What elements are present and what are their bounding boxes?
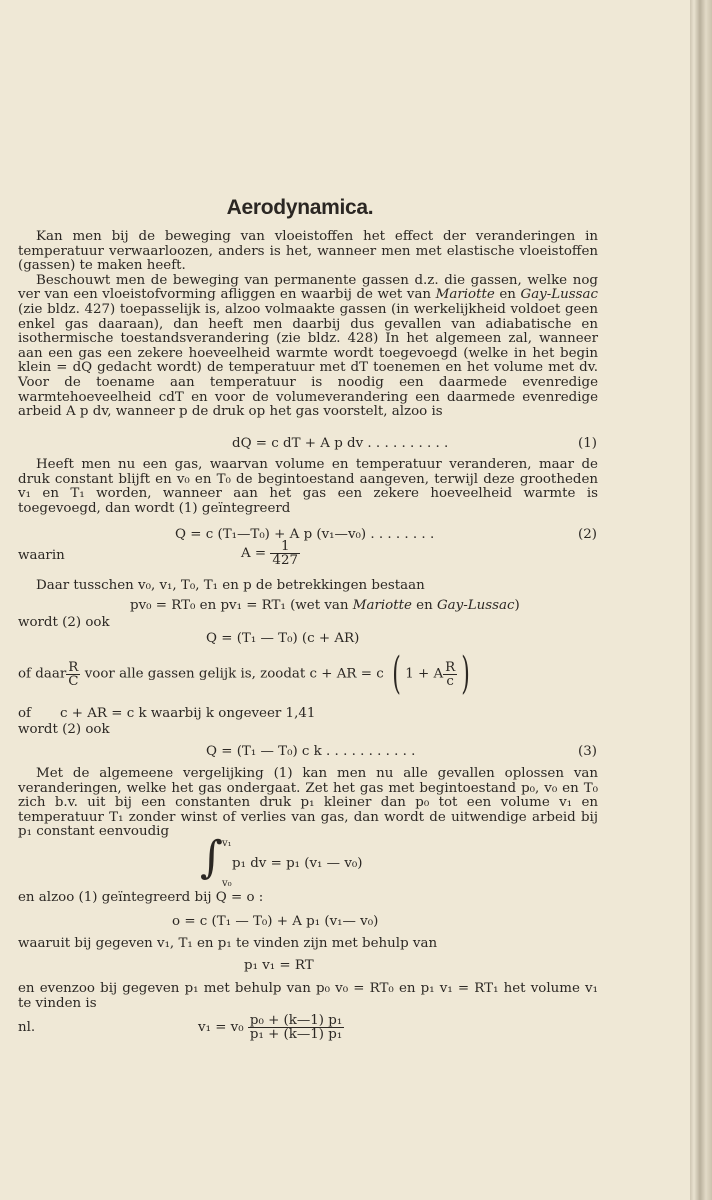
integral-lower-limit: v₀ — [222, 878, 232, 889]
label-waarin: waarin — [18, 548, 65, 563]
line-of-daar: of daar $\frac{R}{C}$ voor alle gassen gelijk is, zoodat c + AR = c ( 1 + A $\frac{R}{c}$ ) — [18, 648, 471, 699]
equation-1: dQ = c dT + A p dv . . . . . . . . . . — [232, 436, 449, 451]
equation-1-number: (1) — [578, 436, 597, 451]
integral-upper-limit: v₁ — [222, 838, 232, 849]
text-block-4 — [18, 982, 598, 1011]
equation-o: o = c (T₁ — T₀) + A p₁ (v₁— v₀) — [172, 914, 379, 929]
fraction-v1: $\frac{\text{p₀ + (k—1) p₁}}{\text{p₁ + (k—1) p₁}}$ — [249, 1013, 343, 1042]
text-block-3 — [18, 767, 598, 840]
equation-2-number: (2) — [578, 527, 597, 542]
label-of: of — [18, 706, 32, 721]
line-pv-relations: pv₀ = RT₀ en pv₁ = RT₁ (wet van Mariotte en Gay-Lussac) — [130, 598, 520, 613]
page-edge — [690, 0, 712, 1200]
page-title: Aerodynamica. — [226, 196, 374, 219]
fraction-R-c: $\frac{R}{c}$ — [445, 659, 456, 689]
text-block-2 — [18, 458, 598, 516]
equation-2: Q = c (T₁—T₀) + A p (v₁—v₀) . . . . . . . . — [175, 527, 435, 542]
fraction-A: $\frac{1}{427}$ — [272, 539, 298, 568]
fraction-R-C: $\frac{R}{C}$ — [68, 659, 79, 689]
line-c-plus-AR: c + AR = c k waarbij k ongeveer 1,41 — [60, 706, 316, 721]
equation-A: A = $\frac{1}{427}$ — [241, 539, 298, 568]
equation-3-number: (3) — [578, 744, 597, 759]
paragraph-3: Heeft men nu een gas, waarvan volume en temperatuur veranderen, maar de druk constant blijft en v₀ en T₀ de begintoestand aangeven, terwijl deze grootheden v₁ en T₁ worden, wanneer aan het gas een zekere hoeveelheid warmte is toegevoegd, dan wordt (1) geïntegreerd — [18, 457, 598, 516]
line-waaruit: waaruit bij gegeven v₁, T₁ en p₁ te vinden zijn met behulp van — [18, 936, 438, 951]
equation-p1v1: p₁ v₁ = RT — [244, 958, 314, 973]
integral-equation: p₁ dv = p₁ (v₁ — v₀) — [232, 856, 363, 871]
text-block-intro — [18, 230, 598, 420]
line-wordt-2-ook: wordt (2) ook — [18, 615, 110, 630]
line-tusschen: Daar tusschen v₀, v₁, T₀, T₁ en p de betrekkingen bestaan — [36, 578, 425, 593]
paragraph-1: Kan men bij de beweging van vloeistoffen het effect der veranderingen in temperatuur verwaarloozen, anders is het, wanneer men met elastische vloeistoffen (gassen) te maken heeft. — [18, 229, 598, 274]
equation-Q-AR: Q = (T₁ — T₀) (c + AR) — [206, 631, 360, 646]
label-nl: nl. — [18, 1020, 36, 1035]
equation-v1: v₁ = v₀ $\frac{\text{p₀ + (k—1) p₁}}{\text{p₁ + (k—1) p₁}}$ — [198, 1013, 343, 1042]
paragraph-5: en evenzoo bij gegeven p₁ met behulp van p₀ v₀ = RT₀ en p₁ v₁ = RT₁ het volume v₁ te vinden is — [18, 981, 598, 1011]
paragraph-2: Beschouwt men de beweging van permanente gassen d.z. die gassen, welke nog ver van een vloeistofvorming afliggen en waarbij de wet van Mariotte en Gay-Lussac (zie bldz. 427) toepasselijk is, alzoo volmaakte gassen (in werkelijkheid voldoet geen enkel gas daaraan), dan heeft men daarbij dus gevallen van adiabatische en isothermische toestandsverandering (zie bldz. 428) In het algemeen zal, wanneer aan een gas een zekere hoeveelheid warmte wordt toegevoegd (welke in het begin klein = dQ gedacht wordt) de temperatuur met dT toenemen en het volume met dv. Voor de toename aan temperatuur is noodig een daarmede evenredige warmtehoeveelheid cdT en voor de volumeverandering een daarmede evenredige arbeid A p dv, wanneer p de druk op het gas voorstelt, alzoo is — [18, 272, 599, 420]
paragraph-4: Met de algemeene vergelijking (1) kan men nu alle gevallen oplossen van veranderingen, welke het gas ondergaat. Zet het gas met begintoestand p₀, v₀ en T₀ zich b.v. uit bij een constanten druk p₁ kleiner dan p₀ tot een volume v₁ en temperatuur T₁ zonder winst of verlies van gas, dan wordt de uitwendige arbeid bij p₁ constant eenvoudig — [18, 766, 598, 840]
line-wordt-2-ook-b: wordt (2) ook — [18, 722, 110, 737]
integral-sign: ∫ — [200, 832, 223, 883]
line-en-alzoo: en alzoo (1) geïntegreerd bij Q = o : — [18, 890, 264, 905]
equation-3: Q = (T₁ — T₀) c k . . . . . . . . . . . — [206, 744, 416, 759]
